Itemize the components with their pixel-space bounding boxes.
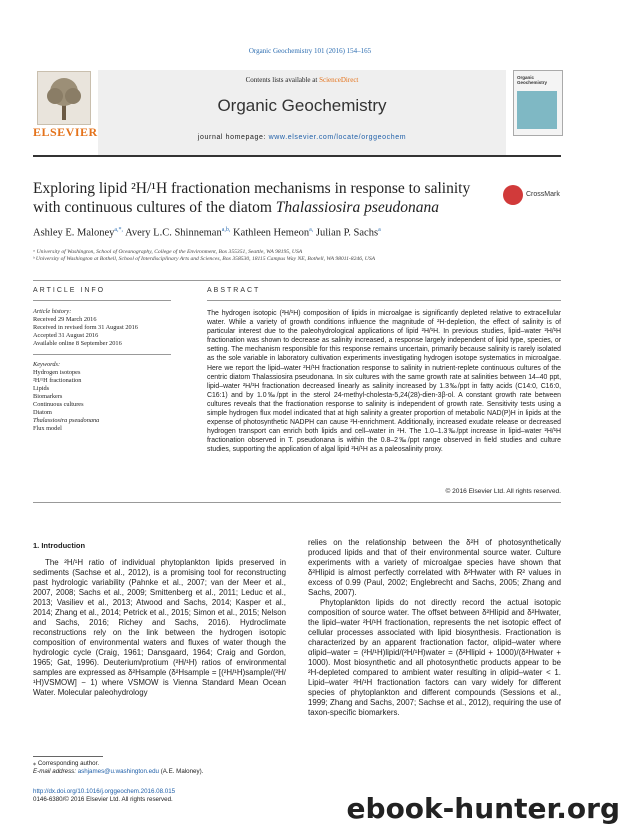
intro-paragraph: The ²H/¹H ratio of individual phytoplankton lipids preserved in sediments (Sachse et al., 2012), is a promising tool for reconstructing past hydrologic variability (Pahnke et al., 2007; van der Meer et al., 2007, 2008; Sachs et al., 2009; Smittenberg et al., 2011; Leduc et al., 2013; Vasiliev et al., 2013; Atwood and Sachs, 2014; Kasper et al., 2014; Zhang et al., 2014; Petrick et al., 2015; Simon et al., 2015; Nelson and Sachs, 2016; Richey and Sachs, 2016). Hydroclimate reconstructions rely on the link between the hydrogen isotopic composition of environmental waters and fluxes of water though the hydrologic cycle (Craig, 1961; Dansgaard, 1964; Craig and Gordon, 1965; Gat, 1996). Deuterium/protium (²H/¹H) ratios of environmental samples are expressed as δ²Hsample (δ²Hsample = [(²H/¹H)sample/(²H/¹H)VSMOW] − 1) where VSMOW is Vienna Standard Mean Ocean Water. Molecular paleohydrology xyxy=(33,558,286,697)
keyword-item: Diatom xyxy=(33,409,52,416)
abstract-divider xyxy=(207,300,561,301)
title-species: Thalassiosira pseudonana xyxy=(275,199,440,216)
abstract-end-divider xyxy=(33,502,561,503)
keyword-item: ²H/¹H fractionation xyxy=(33,377,82,384)
cover-image xyxy=(517,91,557,129)
cover-title: Organic Geochemistry xyxy=(517,75,548,85)
info-divider xyxy=(33,300,171,301)
info-inner-divider xyxy=(33,354,171,355)
crossmark-label: CrossMark xyxy=(526,191,560,198)
contents-line xyxy=(98,76,506,84)
history-item: Accepted 31 August 2016 xyxy=(33,332,99,339)
homepage-prefix: journal homepage: xyxy=(197,134,269,141)
header-divider xyxy=(33,155,561,157)
journal-cover-thumbnail xyxy=(513,70,563,136)
keyword-item: Continuous cultures xyxy=(33,401,84,408)
intro-right-column xyxy=(308,538,561,718)
introduction-heading: 1. Introduction xyxy=(33,541,86,550)
issn-line: 0146-6380/© 2016 Elsevier Ltd. All rights reserved. xyxy=(33,796,173,803)
keyword-item: Lipids xyxy=(33,385,50,392)
intro-paragraph: Phytoplankton lipids do not directly record the actual isotopic composition of source water. The offset between δ²Hlipid and δ²Hwater, the lipid–water ²H/¹H fractionation, represents the net isotopic effect of cellular processes associated with lipid biosynthesis. Fractionation is characterized by an apparent fractionation factor, αlipid–water where αlipid–water = (²H/¹H)lipid/(²H/¹H)water = (δ²Hlipid + 1000)/(δ²Hwater + 1000). Most biosynthetic and all photosynthetic products appear to be ²H-depleted compared to ambient water resulting in αlipid–water < 1. Lipid–water ²H/¹H fractionation factors can vary widely for different species of phytoplankton and different compounds (Sessions et al., 1999; Zhang and Sachs, 2007; Sachse et al., 2012), requiring the use of taxon-specific biomarkers. xyxy=(308,598,561,717)
tree-logo-icon xyxy=(37,71,91,125)
journal-citation[interactable]: Organic Geochemistry 101 (2016) 154–165 xyxy=(248,47,372,55)
abstract-heading: ABSTRACT xyxy=(207,287,261,294)
author-name[interactable]: Ashley E. Maloney xyxy=(33,227,115,239)
journal-homepage xyxy=(98,134,506,141)
section-divider xyxy=(33,280,561,281)
author-affil-marker[interactable]: a xyxy=(378,227,381,233)
author-name[interactable]: Avery L.C. Shinneman xyxy=(125,227,222,239)
watermark: ebook-hunter.org xyxy=(346,792,620,825)
author-affil-marker[interactable]: a, xyxy=(309,227,314,233)
email-link[interactable]: ashjames@u.washington.edu xyxy=(77,768,159,775)
author-affil-marker[interactable]: a,b, xyxy=(221,227,231,233)
keyword-item: Flux model xyxy=(33,425,62,432)
email-label: E-mail address: xyxy=(33,768,78,775)
crossmark-icon xyxy=(503,185,523,205)
keyword-item: Thalassiosira pseudonana xyxy=(33,417,100,424)
history-item: Received 29 March 2016 xyxy=(33,316,97,323)
contents-prefix: Contents lists available at xyxy=(245,76,320,84)
intro-left-column xyxy=(33,558,286,698)
article-title xyxy=(33,179,533,217)
author-name[interactable]: Kathleen Hemeon xyxy=(233,227,310,239)
journal-title: Organic Geochemistry xyxy=(217,96,387,115)
keyword-item: Biomarkers xyxy=(33,393,63,400)
affiliation-b: ᵇ University of Washington at Bothell, School of Interdisciplinary Arts and Sciences, Box 358530, 18115 Campus Way NE, Bothell, WA 98011-8246, USA xyxy=(33,256,376,262)
history-item: Available online 8 September 2016 xyxy=(33,340,122,347)
title-line-2-text: with continuous cultures of the diatom xyxy=(33,199,276,216)
intro-paragraph: relies on the relationship between the δ²H of photosynthetically produced lipids and that of their environmental source water. Culture experiments with a variety of microalgae species have shown that δ²Hlipid is almost perfectly correlated with δ²Hwater with R² values in excess of 0.99 (Paul, 2002; Englebrecht and Sachs, 2005; Zhang and Sachs, 2007). xyxy=(308,538,561,597)
elsevier-logo xyxy=(33,71,98,141)
affiliation-a: ᵃ University of Washington, School of Oceanography, College of the Environment, Box 355351, Seattle, WA 98195, USA xyxy=(33,249,303,255)
homepage-link[interactable]: www.elsevier.com/locate/orggeochem xyxy=(268,134,407,141)
email-line xyxy=(33,768,286,776)
email-suffix: (A.E. Maloney). xyxy=(158,768,204,775)
author-list xyxy=(33,227,381,239)
article-info xyxy=(33,308,171,433)
crossmark-button[interactable] xyxy=(503,183,559,207)
history-label: Article history: xyxy=(33,308,72,315)
abstract-text: The hydrogen isotopic (²H/¹H) composition of lipids in microalgae is significantly depleted relative to extracellular water. While a variety of growth conditions influence the magnitude of ²H-depletion, the effect of salinity is of particular interest due to the paleohydrological applications of lipid ²H/¹H. In previous studies, lipid–water ²H/¹H fractionation was shown to decrease as salinity increased, a response largely independent of lipid type, species, or setting. The mechanism responsible for this response remains uncertain, primarily because salinity is rarely isolated as the sole variable in laboratory cultivation experiments investigating hydrogen isotope systematics in microalgae. Here we report the lipid–water ²H/¹H fractionation response to salinity in nutrient-replete continuous cultures of the centric diatom Thalassiosira pseudonana. In six cultures with the same growth rate at salinities between 14–40 ppt, lipid–water ²H/¹H fractionation decreased linearly as salinity increased by 1.3‰/ppt in fatty acids (C14:0, C16:0, C16:1) and by 1.0‰/ppt in the sterol 24-methyl-cholesta-5,24(28)-dien-3β-ol. A constant growth rate between cultures reveals that the fractionation response to salinity is independent of growth rate. Sensitivity tests using a simple hydrogen flux model indicated that at high salinity a greater proportion of metabolic NAD(P)H in lipids at the expense of photosynthetic NADPH can cause ²H-enrichment. Additionally, increased exudate release or decreased hydrogen transport can enrich both lipids and cell–water in ²H. The 1.0–1.3‰/ppt increase in lipid–water ²H/¹H fractionation observed in T. pseudonana is within the 0.8–2‰/ppt range observed in field studies and culture studies, supporting the application of algal lipid ²H/¹H as a paleosalinity proxy. xyxy=(207,310,561,454)
title-line-2 xyxy=(33,198,533,217)
doi-link[interactable]: http://dx.doi.org/10.1016/j.orggeochem.2016.08.015 xyxy=(33,788,176,795)
corresponding-author-note: ⁎ Corresponding author. xyxy=(33,760,100,767)
keywords-label: Keywords: xyxy=(33,361,61,368)
author-affil-marker[interactable]: a,*, xyxy=(114,227,124,233)
publisher-logo-text: ELSEVIER xyxy=(33,125,98,139)
keyword-item: Hydrogen isotopes xyxy=(33,369,81,376)
history-item: Received in revised form 31 August 2016 xyxy=(33,324,138,331)
article-info-heading: ARTICLE INFO xyxy=(33,287,106,294)
sciencedirect-link[interactable]: ScienceDirect xyxy=(319,76,359,84)
title-line-1: Exploring lipid ²H/¹H fractionation mechanisms in response to salinity xyxy=(33,180,471,197)
abstract-copyright: © 2016 Elsevier Ltd. All rights reserved. xyxy=(445,488,561,495)
footnote-divider xyxy=(33,756,103,757)
corresponding-footnote xyxy=(33,760,286,776)
author-name[interactable]: Julian P. Sachs xyxy=(315,227,379,239)
